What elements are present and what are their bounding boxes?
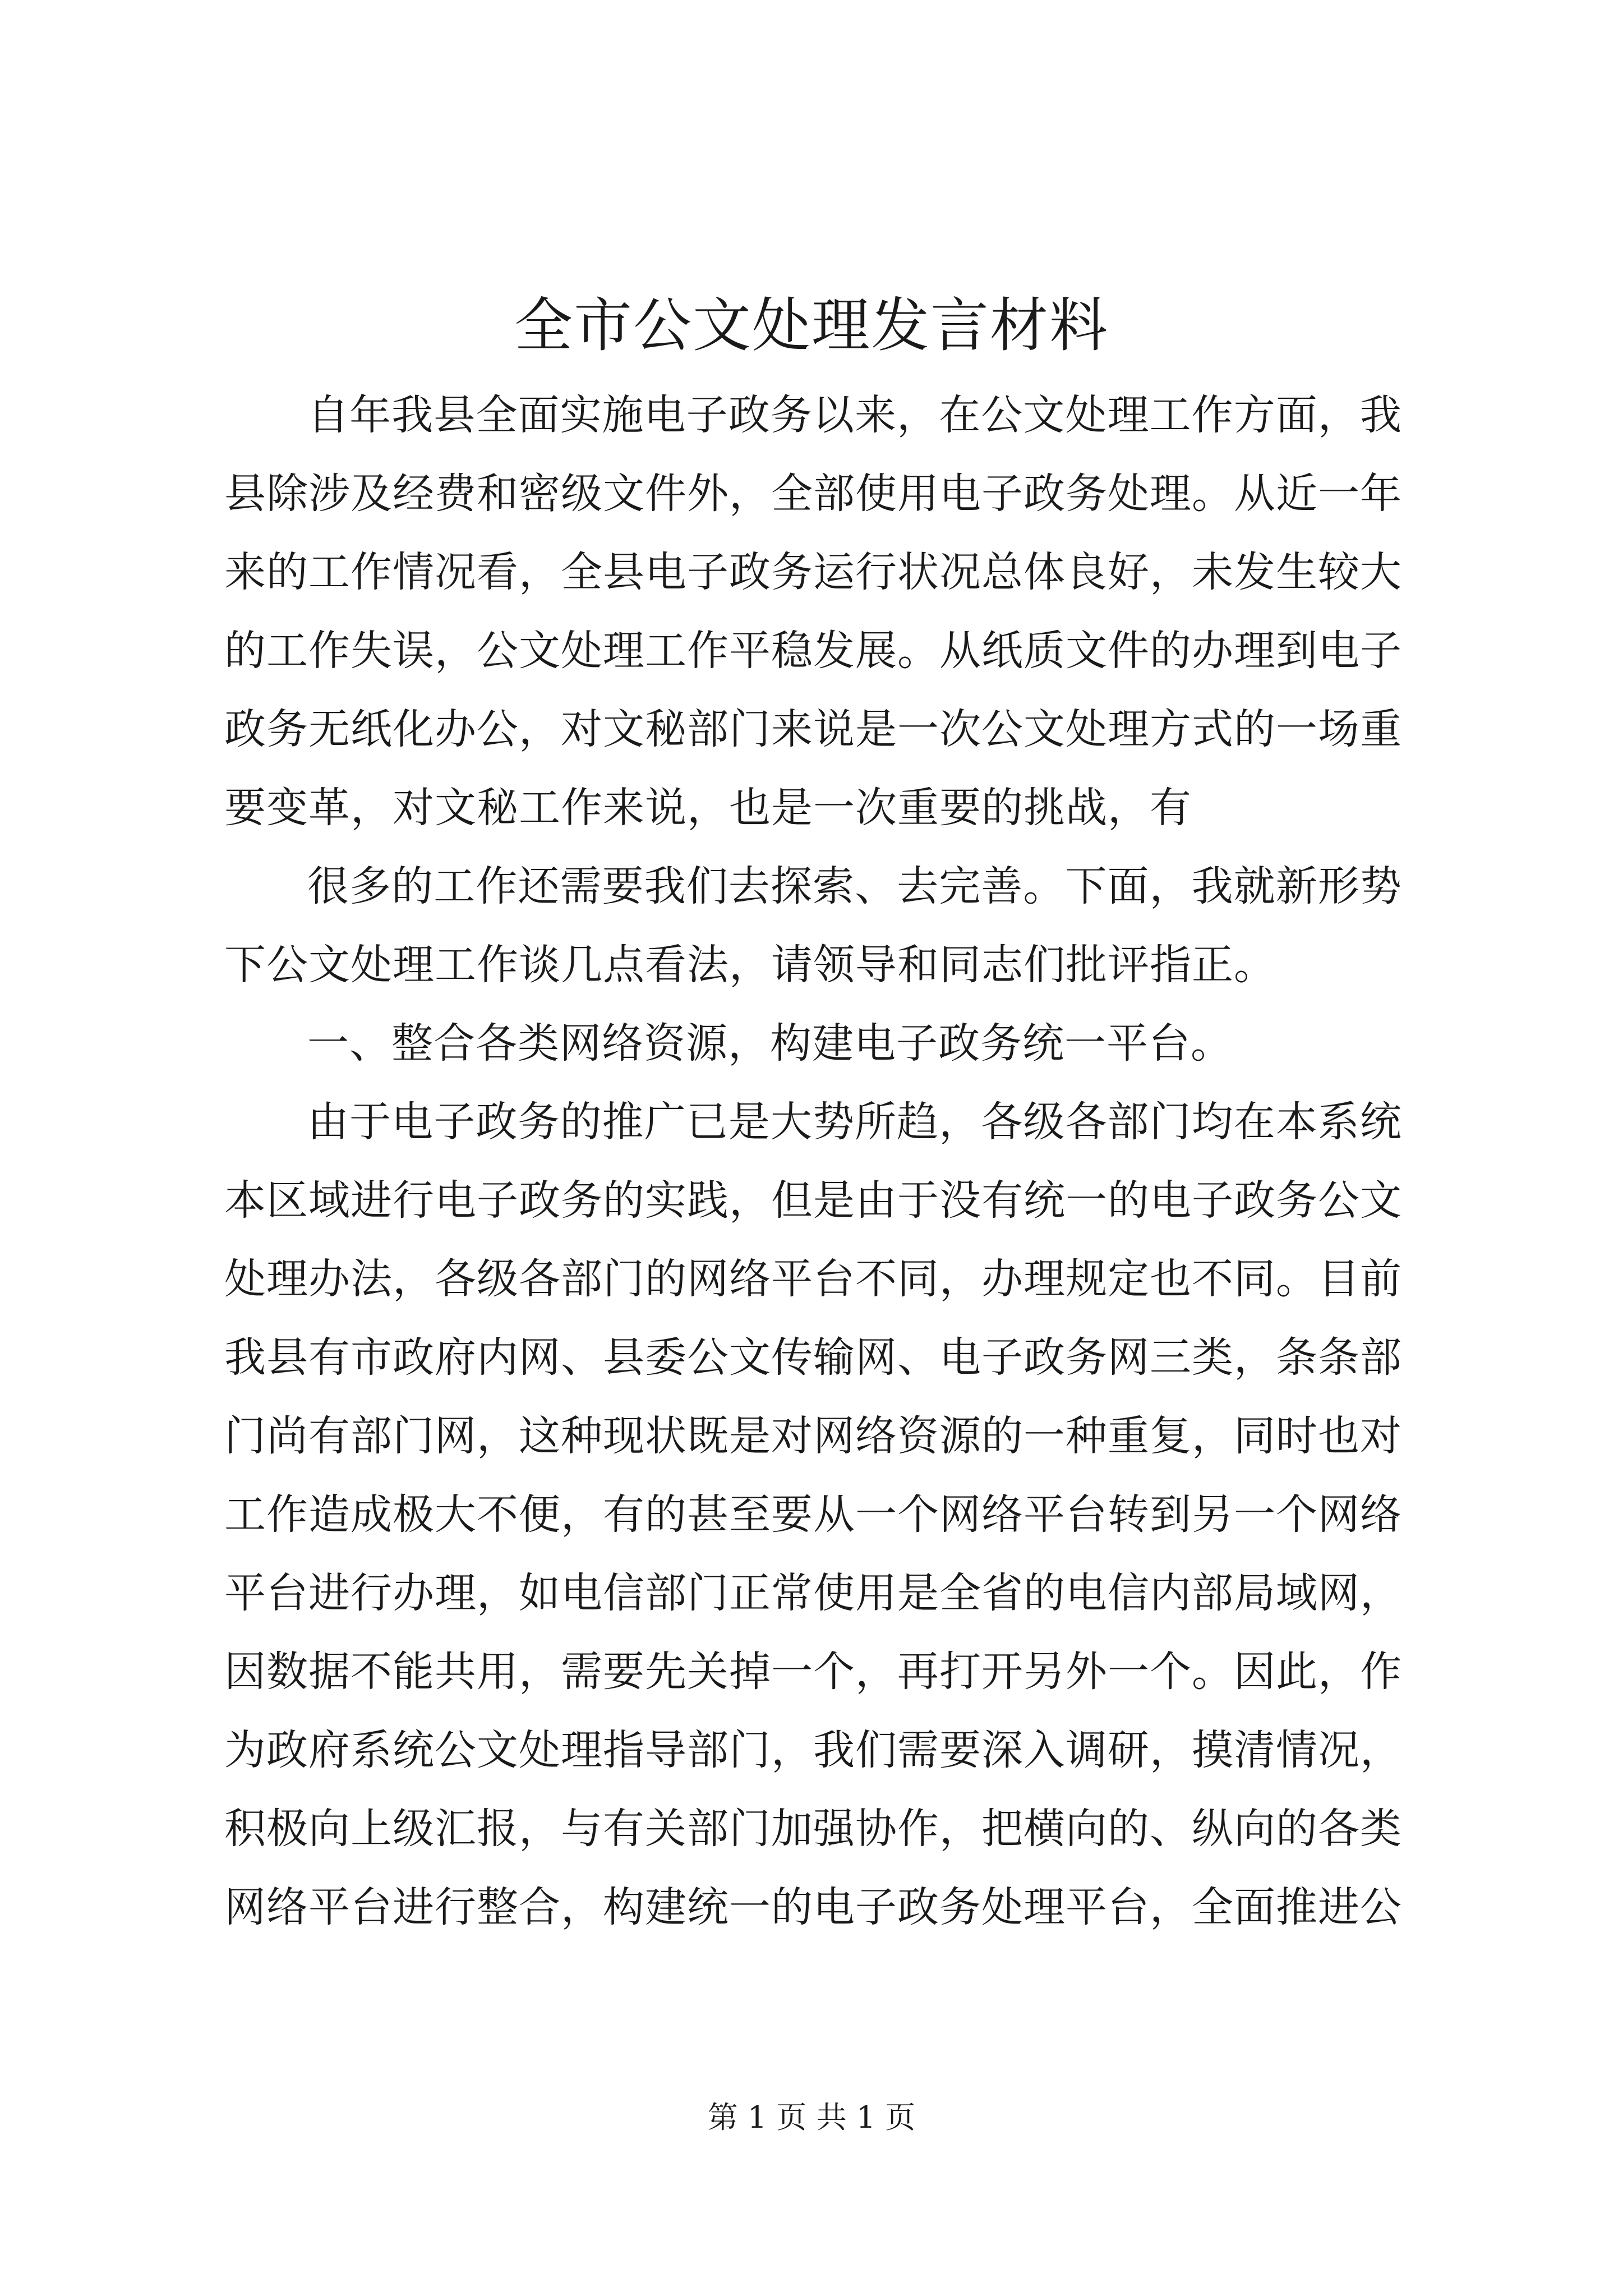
- paragraph-continuation: 很多的工作还需要我们去探索、去完善。下面，我就新形势下公文处理工作谈几点看法，请领导和同志们批评指正。: [224, 862, 1402, 989]
- section-heading-1: 一、整合各类网络资源，构建电子政务统一平台。: [307, 1019, 1233, 1068]
- paragraph-section-1: 由于电子政务的推广已是大势所趋，各级各部门均在本系统本区域进行电子政务的实践，但是由于没有统一的电子政务公文处理办法，各级各部门的网络平台不同，办理规定也不同。目前我县有市政府内网、县委公文传输网、电子政务网三类，条条部门尚有部门网，这种现状既是对网络资源的一种重复，同时也对工作造成极大不便，有的甚至要从一个网络平台转到另一个网络平台进行办理，如电信部门正常使用是全省的电信内部局域网，因数据不能共用，需要先关掉一个，再打开另外一个。因此，作为政府系统公文处理指导部门，我们需要深入调研，摸清情况，积极向上级汇报，与有关部门加强协作，把横向的、纵向的各类网络平台进行整合，构建统一的电子政务处理平台，全面推进公: [224, 1098, 1402, 1931]
- document-title: 全市公文处理发言材料: [514, 291, 1109, 360]
- document-body: [224, 376, 1402, 1947]
- paragraph-intro: 自年我县全面实施电子政务以来，在公文处理工作方面，我县除涉及经费和密级文件外，全部使用电子政务处理。从近一年来的工作情况看，全县电子政务运行状况总体良好，未发生较大的工作失误，公文处理工作平稳发展。从纸质文件的办理到电子政务无纸化办公，对文秘部门来说是一次公文处理方式的一场重要变革，对文秘工作来说，也是一次重要的挑战，有: [224, 391, 1402, 832]
- page-footer: 第 1 页 共 1 页: [707, 2100, 916, 2135]
